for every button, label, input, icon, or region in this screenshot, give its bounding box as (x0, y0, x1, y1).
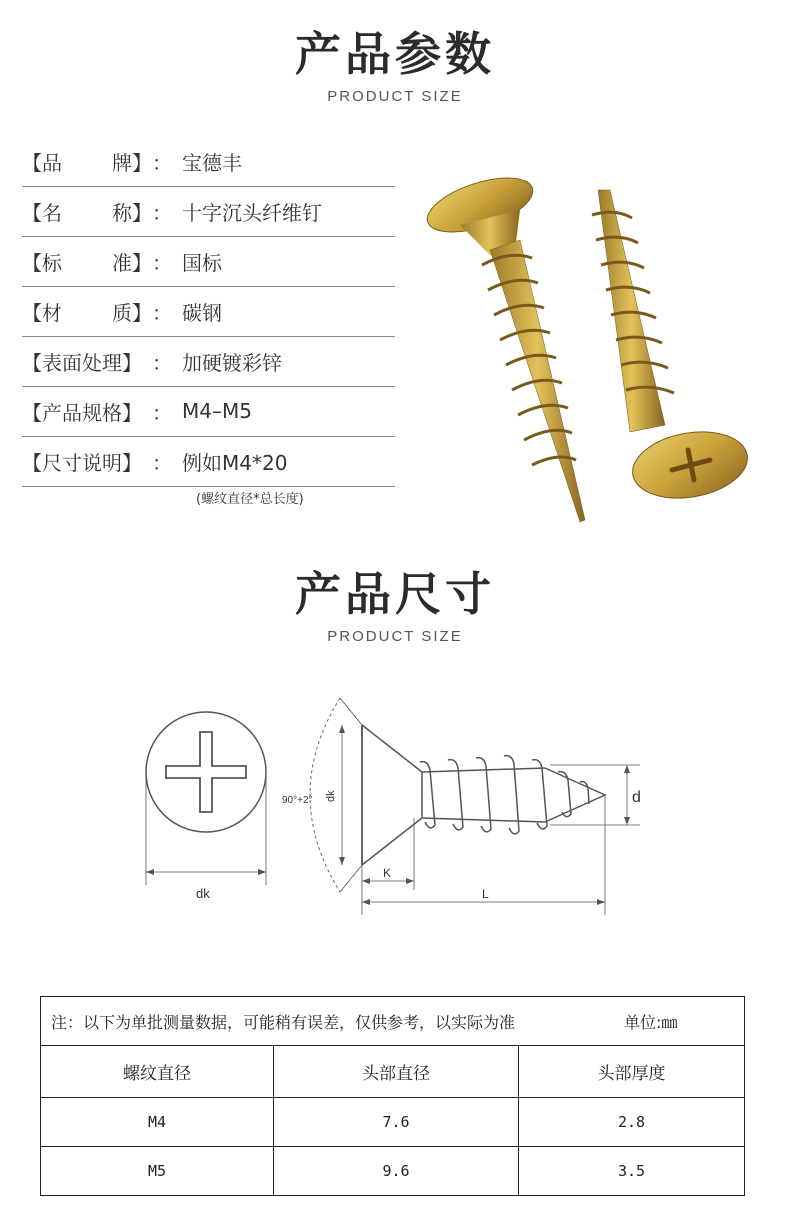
spec-value: 加硬镀彩锌 (182, 350, 282, 375)
spec-label-part: 【表面处理】 (22, 350, 142, 375)
spec-label (22, 397, 152, 426)
spec-label-part: 牌】 (112, 150, 152, 175)
table-cell: 3.5 (519, 1147, 745, 1196)
table-cell: M4 (41, 1098, 274, 1147)
spec-separator: ： (152, 300, 172, 325)
spec-value: 国标 (182, 250, 222, 275)
table-header-row (41, 1046, 745, 1098)
section-subtitle-size: PRODUCT SIZE (327, 628, 463, 645)
table-note (41, 997, 745, 1046)
spec-label-part: 【尺寸说明】 (22, 450, 142, 475)
table-header-cell: 头部厚度 (519, 1046, 745, 1098)
spec-separator: ： (152, 400, 172, 425)
spec-separator: ： (152, 200, 172, 225)
screw-left (421, 170, 585, 522)
spec-label-part: 【名 (22, 200, 62, 225)
label-dk-side: dk (325, 790, 337, 802)
spec-label-part: 称】 (112, 200, 152, 225)
spec-label-part: 【材 (22, 300, 62, 325)
spec-note: (螺纹直径*总长度) (196, 492, 304, 507)
spec-separator: ： (152, 350, 172, 375)
section-title-params: 产品参数 (295, 27, 495, 81)
spec-row (22, 386, 395, 437)
spec-label (22, 297, 152, 326)
spec-label (22, 447, 152, 476)
spec-label-part: 【产品规格】 (22, 400, 142, 425)
section-subtitle-params: PRODUCT SIZE (327, 88, 463, 105)
spec-label (22, 197, 152, 226)
spec-row (22, 336, 395, 387)
dimension-diagram (130, 690, 660, 930)
spec-value: 十字沉头纤维钉 (182, 200, 322, 225)
spec-label (22, 147, 152, 176)
spec-label-part: 【标 (22, 250, 62, 275)
table-cell: M5 (41, 1147, 274, 1196)
table-note-text: 注：以下为单批测量数据，可能稍有误差，仅供参考，以实际为准 (51, 1012, 516, 1032)
screw-photo (420, 170, 760, 530)
table-cell: 2.8 (519, 1098, 745, 1147)
label-dk-top: dk (196, 886, 210, 901)
spec-label (22, 347, 152, 376)
spec-label-part: 准】 (112, 250, 152, 275)
section-title-size: 产品尺寸 (295, 567, 495, 621)
label-angle: 90°+2° (282, 795, 313, 806)
spec-row (22, 286, 395, 337)
label-d: d (632, 789, 641, 806)
table-unit: 单位:㎜ (624, 1012, 678, 1032)
spec-row (22, 136, 395, 187)
spec-separator: ： (152, 250, 172, 275)
spec-value: M4–M5 (182, 399, 252, 423)
measurement-table (40, 996, 745, 1196)
spec-label-part: 【品 (22, 150, 62, 175)
screw-side-view (310, 698, 640, 915)
table-row (41, 1098, 745, 1147)
spec-value: 宝德丰 (182, 150, 242, 175)
spec-value: 碳钢 (182, 300, 222, 325)
spec-separator: ： (152, 450, 172, 475)
spec-separator: ： (152, 150, 172, 175)
table-cell: 7.6 (274, 1098, 519, 1147)
spec-label (22, 247, 152, 276)
spec-value: 例如M4*20 (182, 450, 288, 475)
label-k: K (383, 866, 392, 880)
screw-top-view (146, 712, 266, 885)
spec-row (22, 436, 395, 487)
table-header-cell: 头部直径 (274, 1046, 519, 1098)
label-l: L (482, 887, 489, 901)
table-row (41, 1147, 745, 1196)
screw-right (592, 190, 753, 507)
table-header-cell: 螺纹直径 (41, 1046, 274, 1098)
spec-label-part: 质】 (112, 300, 152, 325)
spec-row (22, 236, 395, 287)
spec-row (22, 186, 395, 237)
table-cell: 9.6 (274, 1147, 519, 1196)
